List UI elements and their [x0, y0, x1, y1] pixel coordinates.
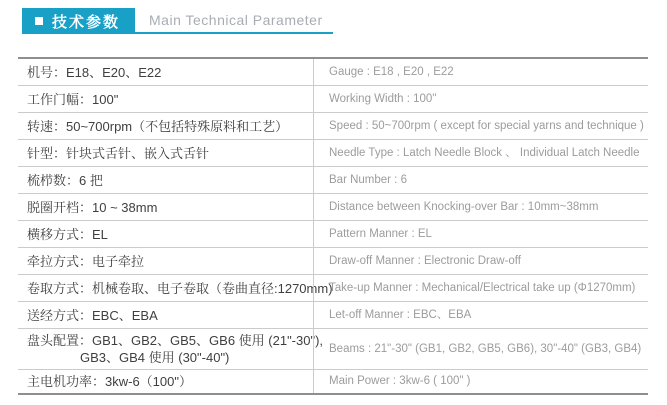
spec-cn-gauge: 机号：E18、E20、E22: [27, 64, 162, 80]
section-title-en: Main Technical Parameter: [135, 8, 333, 34]
table-row-speed: [18, 113, 648, 140]
spec-en-knocking-over-bar: Distance between Knocking-over Bar : 10mm~38mm: [313, 194, 648, 220]
section-header: [22, 8, 333, 34]
spec-cn-beams: [18, 329, 324, 369]
spec-cn-take-up: 卷取方式：机械卷取、电子卷取（卷曲直径:1270mm): [27, 280, 333, 296]
spec-cn-pattern-manner: 横移方式：EL: [27, 226, 108, 242]
spec-en-pattern-manner: Pattern Manner : EL: [313, 221, 648, 247]
spec-en-gauge: Gauge : E18 , E20 , E22: [313, 59, 648, 85]
table-row-knocking-over-bar: [18, 194, 648, 221]
spec-en-take-up: Take-up Manner : Mechanical/Electrical take up (Φ1270mm): [313, 275, 648, 301]
table-row-draw-off: [18, 248, 648, 275]
table-row-let-off: [18, 302, 648, 329]
spec-cn-let-off: 送经方式：EBC、EBA: [27, 307, 158, 323]
section-title-badge: [22, 8, 135, 34]
table-row-needle-type: [18, 140, 648, 167]
table-row-bar-number: [18, 167, 648, 194]
spec-cn-working-width: 工作门幅：100": [27, 91, 119, 107]
table-row-gauge: [18, 59, 648, 86]
spec-cn-needle-type: 针型：针块式舌针、嵌入式舌针: [27, 145, 210, 161]
table-row-take-up: [18, 275, 648, 302]
section-title-cn: 技术参数: [52, 13, 121, 31]
spec-cn-bar-number: 梳栉数：6 把: [27, 172, 103, 188]
spec-cn-main-power: 主电机功率：3kw-6（100"）: [27, 374, 192, 389]
spec-en-bar-number: Bar Number : 6: [313, 167, 648, 193]
spec-en-needle-type: Needle Type : Latch Needle Block 、 Individual Latch Needle: [313, 140, 648, 166]
table-row-main-power: [18, 370, 648, 393]
spec-en-main-power: Main Power : 3kw-6 ( 100" ): [313, 370, 648, 393]
spec-en-let-off: Let-off Manner : EBC、EBA: [313, 302, 648, 328]
spec-table: [18, 57, 648, 395]
spec-en-beams: Beams : 21"-30" (GB1, GB2, GB5, GB6), 30"-40" (GB3, GB4): [313, 329, 648, 369]
spec-en-draw-off: Draw-off Manner : Electronic Draw-off: [313, 248, 648, 274]
table-row-beams: [18, 329, 648, 370]
square-bullet-icon: [35, 17, 43, 25]
table-row-working-width: [18, 86, 648, 113]
spec-cn-speed: 转速：50~700rpm（不包括特殊原料和工艺）: [27, 118, 289, 134]
table-row-pattern-manner: [18, 221, 648, 248]
spec-cn-beams-line2: GB3、GB4 使用 (30"-40"): [80, 350, 230, 365]
spec-cn-knocking-over-bar: 脱圈开档：10 ~ 38mm: [27, 199, 158, 215]
spec-cn-draw-off: 牵拉方式：电子牵拉: [27, 253, 145, 269]
spec-en-speed: Speed : 50~700rpm ( except for special yarns and technique ): [313, 113, 648, 139]
spec-cn-beams-line1: 盘头配置：GB1、GB2、GB5、GB6 使用 (21"-30"),: [27, 333, 324, 348]
spec-en-working-width: Working Width : 100": [313, 86, 648, 112]
